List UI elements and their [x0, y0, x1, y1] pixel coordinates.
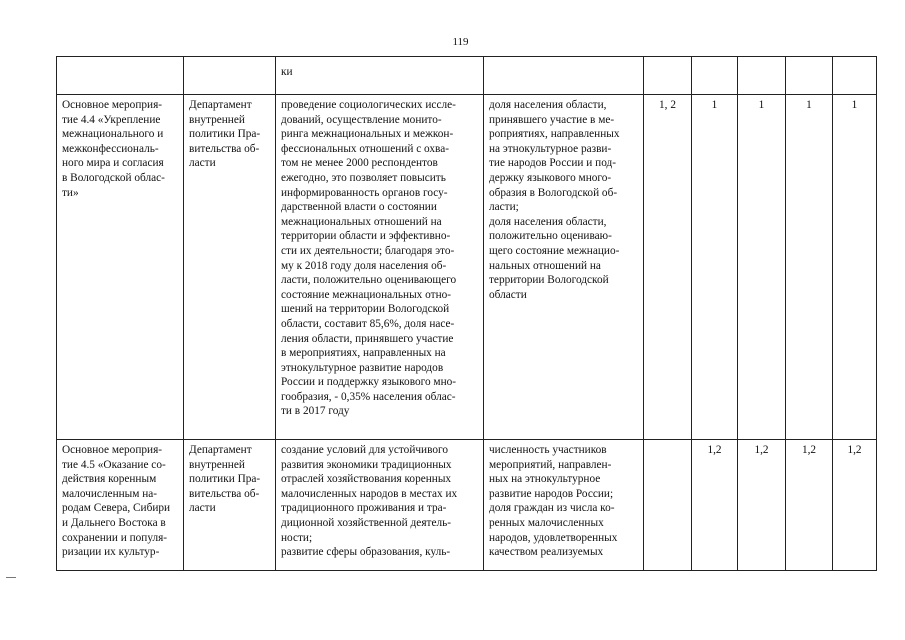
value-cell: 1: [692, 95, 738, 440]
value-cell: 1, 2: [644, 95, 692, 440]
table-cell-result: ки: [276, 57, 484, 95]
table-cell: [786, 57, 833, 95]
table-row: [57, 440, 877, 571]
indicator-cell: доля населения области, принявшего участие в ме- роприятиях, направленных на этнокультурное разви- тие народов России и под- держку языкового много- образия в Вологодской об- ласти; доля населения области, положительно оцениваю- щего состояние межнацио- нальных отношений на территории Вологодской области: [484, 95, 644, 440]
table-row-continued: [57, 57, 877, 95]
measure-cell: Основное мероприя- тие 4.4 «Укрепление межнационального и межконфессиональ- ного мира и согласия в Вологодской облас- ти»: [57, 95, 184, 440]
executor-cell: Департамент внутренней политики Пра- вительства об- ласти: [184, 95, 276, 440]
table-cell: [644, 57, 692, 95]
program-table: [56, 56, 877, 571]
value-cell: 1,2: [833, 440, 877, 571]
table-cell: [57, 57, 184, 95]
value-cell: 1,2: [692, 440, 738, 571]
value-cell: 1: [786, 95, 833, 440]
executor-cell: Департамент внутренней политики Пра- вительства об- ласти: [184, 440, 276, 571]
measure-cell: Основное мероприя- тие 4.5 «Оказание со- действия коренным малочисленным на- родам Севера, Сибири и Дальнего Востока в сохранении и популя- ризации их культур-: [57, 440, 184, 571]
table-row: [57, 95, 877, 440]
page-number: 119: [452, 36, 469, 48]
table-cell: [484, 57, 644, 95]
value-cell: [644, 440, 692, 571]
table-cell: [184, 57, 276, 95]
value-cell: 1: [738, 95, 786, 440]
value-cell: 1: [833, 95, 877, 440]
value-cell: 1,2: [738, 440, 786, 571]
result-cell: проведение социологических иссле- дований, осуществление монито- ринга межнациональных и межкон- фессиональных отношений с охва- том не менее 2000 респондентов ежегодно, это позволяет повысить информированность органов госу- дарственной власти о состоянии межнациональных отношений на территории области и эффективно- сти их деятельности; благодаря это- му к 2018 году доля населения об- ласти, положительно оценивающего состояние межнациональных отно- шений на территории Вологодской области, составит 85,6%, доля насе- ления области, принявшего участие в мероприятиях, направленных на этнокультурное развитие народов России и поддержку языкового мно- гообразия, - 0,35% населения облас- ти в 2017 году: [276, 95, 484, 440]
margin-mark: [6, 577, 16, 578]
table-cell: [833, 57, 877, 95]
result-cell: создание условий для устойчивого развития экономики традиционных отраслей хозяйствования коренных малочисленных народов в местах их традиционного проживания и тра- диционной хозяйственной деятель- ности; развитие сферы образования, куль-: [276, 440, 484, 571]
value-cell: 1,2: [786, 440, 833, 571]
table-cell: [692, 57, 738, 95]
indicator-cell: численность участников мероприятий, направлен- ных на этнокультурное развитие народов России; доля граждан из числа ко- ренных малочисленных народов, удовлетворенных качеством реализуемых: [484, 440, 644, 571]
table-cell: [738, 57, 786, 95]
